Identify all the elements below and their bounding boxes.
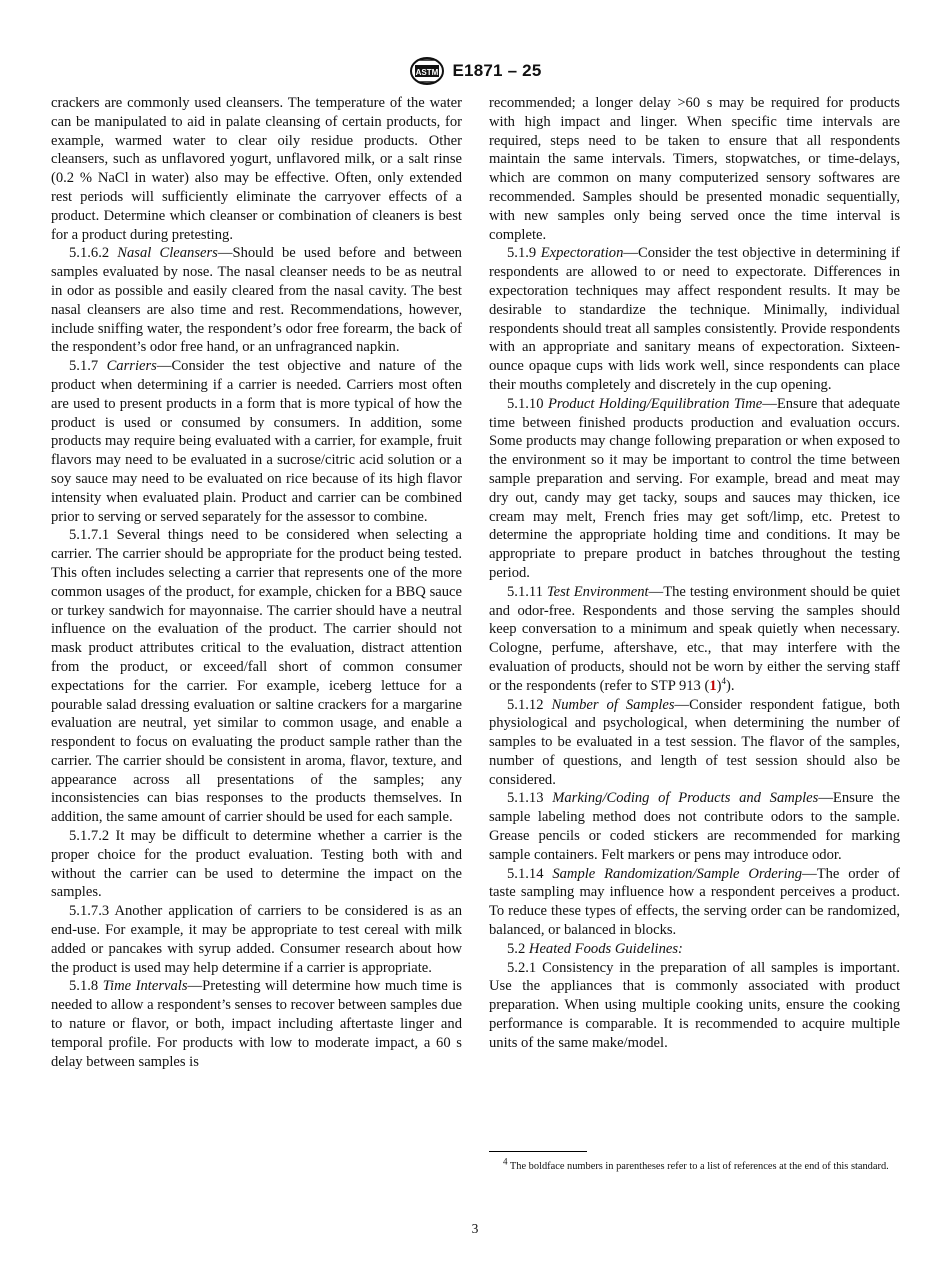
paragraph-text: Several things need to be considered when selecting a carrier. The carrier should be appropriate for the product being tested. This often includes selecting a carrier that represents one of the more common usages of the product, for example, chicken for a BBQ sauce or turkey sandwich for mayonnaise. The carrier should have a neutral influence on the evaluation of the product. The carrier should not mask product attributes critical to the evaluation, distract attention from the product, or exceed/fall short of common consumer expectations for the carrier. For example, iceberg lettuce for a pourable salad dressing evaluation or saltine crackers for a margarine evaluation are neutral, yet similar to common usage, and enable a respondent to focus on evaluating the product sample rather than the carrier. The carrier should be consistent in aroma, flavor, texture, and appearance across all presentations of the samples; any inconsistencies can bias responses to the products themselves. In addition, the same amount of carrier should be used for each sample. (51, 527, 462, 826)
paragraph (489, 959, 900, 1053)
left-column (51, 94, 462, 1071)
paragraph-text: —Consider the test objective in determining if respondents are allowed to or need to expectorate. Differences in expectoration techniques may affect respondent results. It may be desirable to standardize the technique. Minimally, individual respondents should treat all samples consistently. Provide respondents with an appropriate and sanitary means of expectoration. Sixteen-ounce opaque cups with lids work well, since respondents can place their mouths completely and discretely in the cup opening. (489, 245, 900, 393)
paragraph (489, 940, 900, 959)
section-number: 5.1.12 (507, 696, 544, 713)
standard-designation: E1871 – 25 (452, 61, 542, 80)
section-number: 5.2 (507, 940, 526, 957)
section-number: 5.1.8 (69, 978, 99, 995)
paragraph-text: It may be difficult to determine whether a carrier is the proper choice for the product evaluation. Testing both with and without the carrier can be used to determine the impact on the samples. (51, 828, 462, 901)
section-number: 5.1.11 (507, 583, 543, 600)
right-column (489, 94, 900, 1053)
section-title: Test Environment (546, 583, 649, 600)
paragraph (489, 865, 900, 940)
section-title: Sample Randomization/Sample Ordering (552, 865, 803, 882)
section-title: Number of Samples (551, 696, 675, 713)
paragraph (51, 94, 462, 244)
paragraph (489, 696, 900, 790)
section-number: 5.1.9 (507, 245, 537, 262)
section-title: Carriers (106, 358, 157, 375)
section-title: Heated Foods Guidelines: (528, 940, 683, 957)
paragraph (489, 789, 900, 864)
footnote-marker[interactable]: 4 (721, 675, 727, 686)
section-number: 5.1.14 (507, 865, 544, 882)
footnote-text (489, 1156, 900, 1175)
paragraph-text: —Ensure the sample labeling method does not contribute odors to the sample. Grease pencils or coded stickers are recommended for marking sample containers. Felt markers or pens may introduce odor. (489, 790, 900, 863)
paragraph-text: recommended; a longer delay >60 s may be required for products with high impact and linger. When specific time intervals are required, steps need to be taken to ensure that all respondents maintain the same intervals. Timers, stopwatches, or time-delays, which are common on many computerized sensory softwares are recommended. Samples should be presented monadic sequentially, with new samples only being served once the time interval is complete. (489, 95, 900, 243)
section-number: 5.1.6.2 (69, 245, 110, 262)
section-title: Product Holding/Equilibration Time (547, 395, 763, 412)
paragraph-text: —Ensure that adequate time between finished products production and evaluation occurs. Some products may change following preparation or when exposed to the environment so it may be important to control the time between sample preparation and serving. For example, bread and meat may dry out, candy may get tacky, soups and sauces may thicken, ice cream may melt, French fries may get soft/limp, etc. Pretest to determine the appropriate holding time and conditions. It may be appropriate to prepare product in batches throughout the testing period. (489, 395, 900, 581)
paragraph (489, 94, 900, 244)
svg-text:ASTM: ASTM (415, 68, 438, 77)
section-number: 5.1.7.2 (69, 828, 110, 845)
paragraph-text: —Consider the test objective and nature of the product when determining if a carrier is needed. Carriers most often are used to present products in a form that is more typical of how the product is used or consumed by consumers. In addition, some products may require being evaluated with a carrier, for example, fruit flavors may need to be evaluated in a sucrose/citric acid solution or a soy sauce may need to be evaluated on rice because of its high flavor intensity when evaluated plain. Product and carrier can be combined prior to serving or served separately for the assessor to combine. (51, 358, 462, 525)
paragraph (51, 244, 462, 357)
paragraph (51, 902, 462, 977)
paragraph-text: ). (726, 677, 735, 694)
paragraph (51, 977, 462, 1071)
paragraph-text: —Should be used before and between samples evaluated by nose. The nasal cleanser needs to be as neutral in odor as possible and easily cleared from the nasal cavity. The best nasal cleansers are also time and rest. Recommendations, however, include sniffing water, the respondent’s odor free forearm, the back of the respondent’s odor free hand, or an unfragranced napkin. (51, 245, 462, 356)
astm-logo-icon (409, 56, 445, 86)
paragraph (489, 244, 900, 394)
section-number: 5.1.7.3 (69, 903, 110, 920)
section-number: 5.1.13 (507, 790, 544, 807)
section-title: Marking/Coding of Products and Samples (552, 790, 819, 807)
footnote-body: The boldface numbers in parentheses refer to a list of references at the end of this standard. (509, 1161, 889, 1172)
paragraph-text: —The testing environment should be quiet and odor-free. Respondents and those serving the samples should keep conversation to a minimum and speak quietly when necessary. Cologne, perfume, aftershave, etc., that may interfere with the evaluation of products, should not be worn by either the serving staff or the respondents (refer to STP 913 ( (489, 583, 901, 694)
paragraph (51, 827, 462, 902)
reference-link[interactable]: 1 (709, 677, 717, 694)
section-title: Expectoration (540, 245, 624, 262)
paragraph-text: Consistency in the preparation of all samples is important. Use the appliances that is commonly associated with product preparation. When using multiple cooking units, ensure the cooking performance is comparable. It is recommended to acquire multiple units of the same make/model. (489, 959, 900, 1051)
paragraph-text: ) (716, 677, 722, 694)
section-title: Time Intervals (102, 978, 188, 995)
section-number: 5.2.1 (507, 959, 537, 976)
page-number: 3 (471, 1221, 479, 1236)
footnote (489, 1156, 900, 1175)
paragraph-text: Another application of carriers to be considered is as an end-use. For example, it may be appropriate to test cereal with milk added or pancakes with syrup added. Consumer research about how the product is used may help determine if a carrier is appropriate. (51, 903, 463, 976)
section-number: 5.1.7.1 (69, 527, 110, 544)
section-number: 5.1.10 (507, 395, 544, 412)
paragraph (51, 526, 462, 827)
paragraph-text: —Consider respondent fatigue, both physiological and psychological, when determining the number of samples to be evaluated in a test session. The flavor of the samples, number of questions, and length of test session should also be considered. (489, 696, 900, 788)
paragraph (51, 357, 462, 526)
footnote-number: 4 (503, 1156, 508, 1167)
footnote-divider (489, 1151, 587, 1152)
section-title: Nasal Cleansers (117, 245, 218, 262)
paragraph (489, 583, 900, 696)
section-number: 5.1.7 (69, 358, 99, 375)
paragraph-text: crackers are commonly used cleansers. The temperature of the water can be manipulated to aid in palate cleansing of certain products, for example, warmed water to clear oily residue products. Other cleansers, such as unflavored yogurt, unflavored milk, or a salt rinse (0.2 % NaCl in water) also may be effective. Often, only extended rest periods will sufficiently eliminate the carryover effects of a product. Determine which cleanser or combination of cleaners is best for a product during pretesting. (51, 95, 462, 243)
paragraph-text: —The order of taste sampling may influence how a respondent perceives a product. To reduce these types of effects, the serving order can be randomized, balanced, or balanced in blocks. (489, 865, 900, 939)
paragraph (489, 395, 900, 583)
page-header (0, 56, 950, 86)
paragraph-text: —Pretesting will determine how much time is needed to allow a respondent’s senses to recover between samples due to nature or flavor, or both, impact including aftertaste linger and temporal profile. For products with low to moderate impact, a 60 s delay between samples is (51, 978, 462, 1070)
